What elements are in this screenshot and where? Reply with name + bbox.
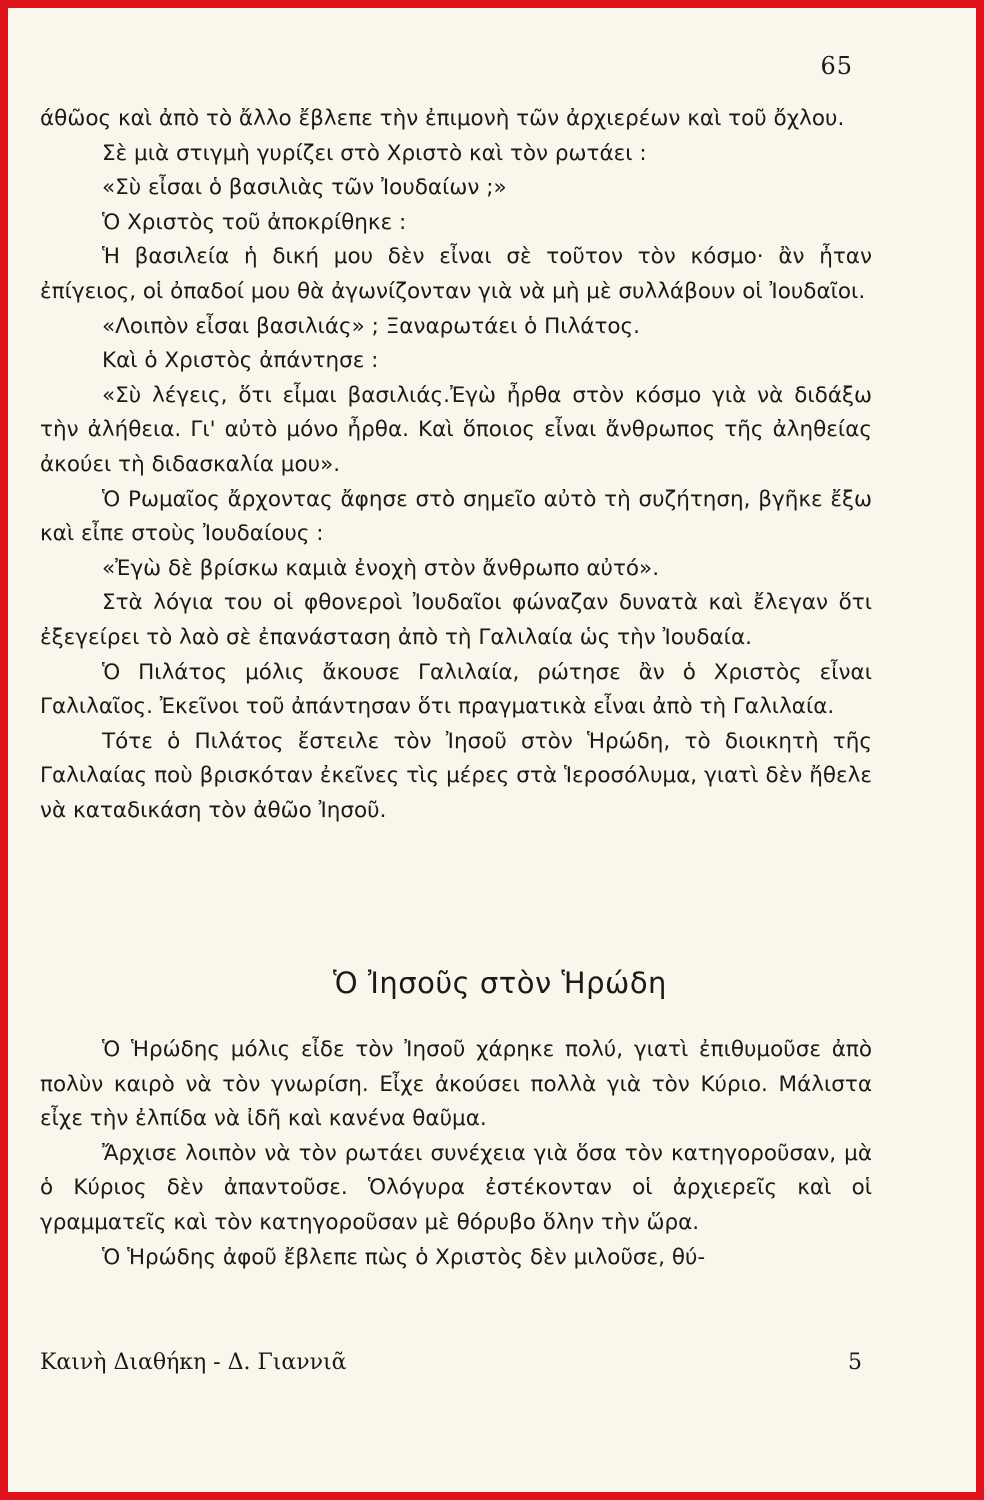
page-number: 65 [820, 52, 853, 80]
paragraph: Ὁ Ρωμαῖος ἄρχοντας ἄφησε στὸ σημεῖο αὐτὸ τὴ συζήτηση, βγῆκε ἔξω καὶ εἶπε στοὺς Ἰουδαίους : [40, 486, 872, 547]
paragraph: Καὶ ὁ Χριστὸς ἀπάντησε : [102, 348, 379, 374]
main-text-top [40, 102, 872, 828]
paragraph: Ἄρχισε λοιπὸν νὰ τὸν ρωτάει συνέχεια γιὰ ὅσα τὸν κατηγοροῦσαν, μὰ ὁ Κύριος δὲν ἀπαντοῦσε. Ὁλόγυρα ἐστέκονταν οἱ ἀρχιερεῖς καὶ οἱ γραμματεῖς καὶ τὸν κατηγοροῦσαν μὲ θόρυβο ὅλην τὴν ὥρα. [40, 1140, 872, 1235]
paragraph: Ὁ Ἡρώδης μόλις εἶδε τὸν Ἰησοῦ χάρηκε πολύ, γιατὶ ἐπιθυμοῦσε ἀπὸ πολὺν καιρὸ νὰ τὸν γνωρίση. Εἶχε ἀκούσει πολλὰ γιὰ τὸν Κύριο. Μάλιστα εἶχε τὴν ἐλπίδα νὰ ἰδῆ καὶ κανένα θαῦμα. [40, 1037, 872, 1132]
paragraph: Ὁ Ἡρώδης ἀφοῦ ἔβλεπε πὼς ὁ Χριστὸς δὲν μιλοῦσε, θύ- [102, 1244, 706, 1270]
paragraph: Τότε ὁ Πιλάτος ἔστειλε τὸν Ἰησοῦ στὸν Ἡρώδη, τὸ διοικητὴ τῆς Γαλιλαίας ποὺ βρισκόταν ἐκεῖνες τὶς μέρες στὰ Ἱεροσόλυμα, γιατὶ δὲν ἤθελε νὰ καταδικάση τὸν ἀθῶο Ἰησοῦ. [40, 728, 872, 823]
paragraph: Ὁ Πιλάτος μόλις ἄκουσε Γαλιλαία, ρώτησε ἂν ὁ Χριστὸς εἶναι Γαλιλαῖος. Ἐκεῖνοι τοῦ ἀπάντησαν ὅτι πραγματικὰ εἶναι ἀπὸ τὴ Γαλιλαία. [40, 659, 872, 720]
paragraph: Στὰ λόγια του οἱ φθονεροὶ Ἰουδαῖοι φώναζαν δυνατὰ καὶ ἔλεγαν ὅτι ἐξεγείρει τὸ λαὸ σὲ ἐπανάσταση ἀπὸ τὴ Γαλιλαία ὡς τὴν Ἰουδαία. [40, 590, 872, 650]
paragraph: Ἡ βασιλεία ἡ δική μου δὲν εἶναι σὲ τοῦτον τὸν κόσμο· ἂν ἦταν ἐπίγειος, οἱ ὀπαδοί μου θὰ ἀγωνίζονταν γιὰ νὰ μὴ μὲ συλλάβουν οἱ Ἰουδαῖοι. [40, 244, 872, 304]
footer-book-title: Καινὴ Διαθήκη - Δ. Γιαννιᾶ [40, 1350, 347, 1375]
paragraph: άθῶος καὶ ἀπὸ τὸ ἄλλο ἔβλεπε τὴν ἐπιμονὴ τῶν ἀρχιερέων καὶ τοῦ ὄχλου. [40, 106, 845, 131]
paragraph: Ὁ Χριστὸς τοῦ ἀποκρίθηκε : [102, 209, 407, 235]
main-text-bottom [40, 1033, 872, 1275]
paragraph: Σὲ μιὰ στιγμὴ γυρίζει στὸ Χριστὸ καὶ τὸν ρωτάει : [102, 140, 647, 166]
paragraph: «Ἐγὼ δὲ βρίσκω καμιὰ ἐνοχὴ στὸν ἄνθρωπο αὐτό». [102, 555, 660, 581]
paragraph: «Λοιπὸν εἶσαι βασιλιάς» ; Ξαναρωτάει ὁ Πιλάτος. [102, 313, 641, 339]
paragraph: «Σὺ λέγεις, ὅτι εἶμαι βασιλιάς.Ἐγὼ ἦρθα στὸν κόσμο γιὰ νὰ διδάξω τὴν ἀλήθεια. Γι' αὐτὸ μόνο ἦρθα. Καὶ ὅποιος εἶναι ἄνθρωπος τῆς ἀληθείας ἀκούει τὴ διδασκαλία μου». [40, 382, 872, 477]
signature-mark: 5 [848, 1350, 862, 1375]
paragraph: «Σὺ εἶσαι ὁ βασιλιὰς τῶν Ἰουδαίων ;» [102, 175, 507, 201]
section-heading: Ὁ Ἰησοῦς στὸν Ἡρώδη [333, 966, 667, 1000]
